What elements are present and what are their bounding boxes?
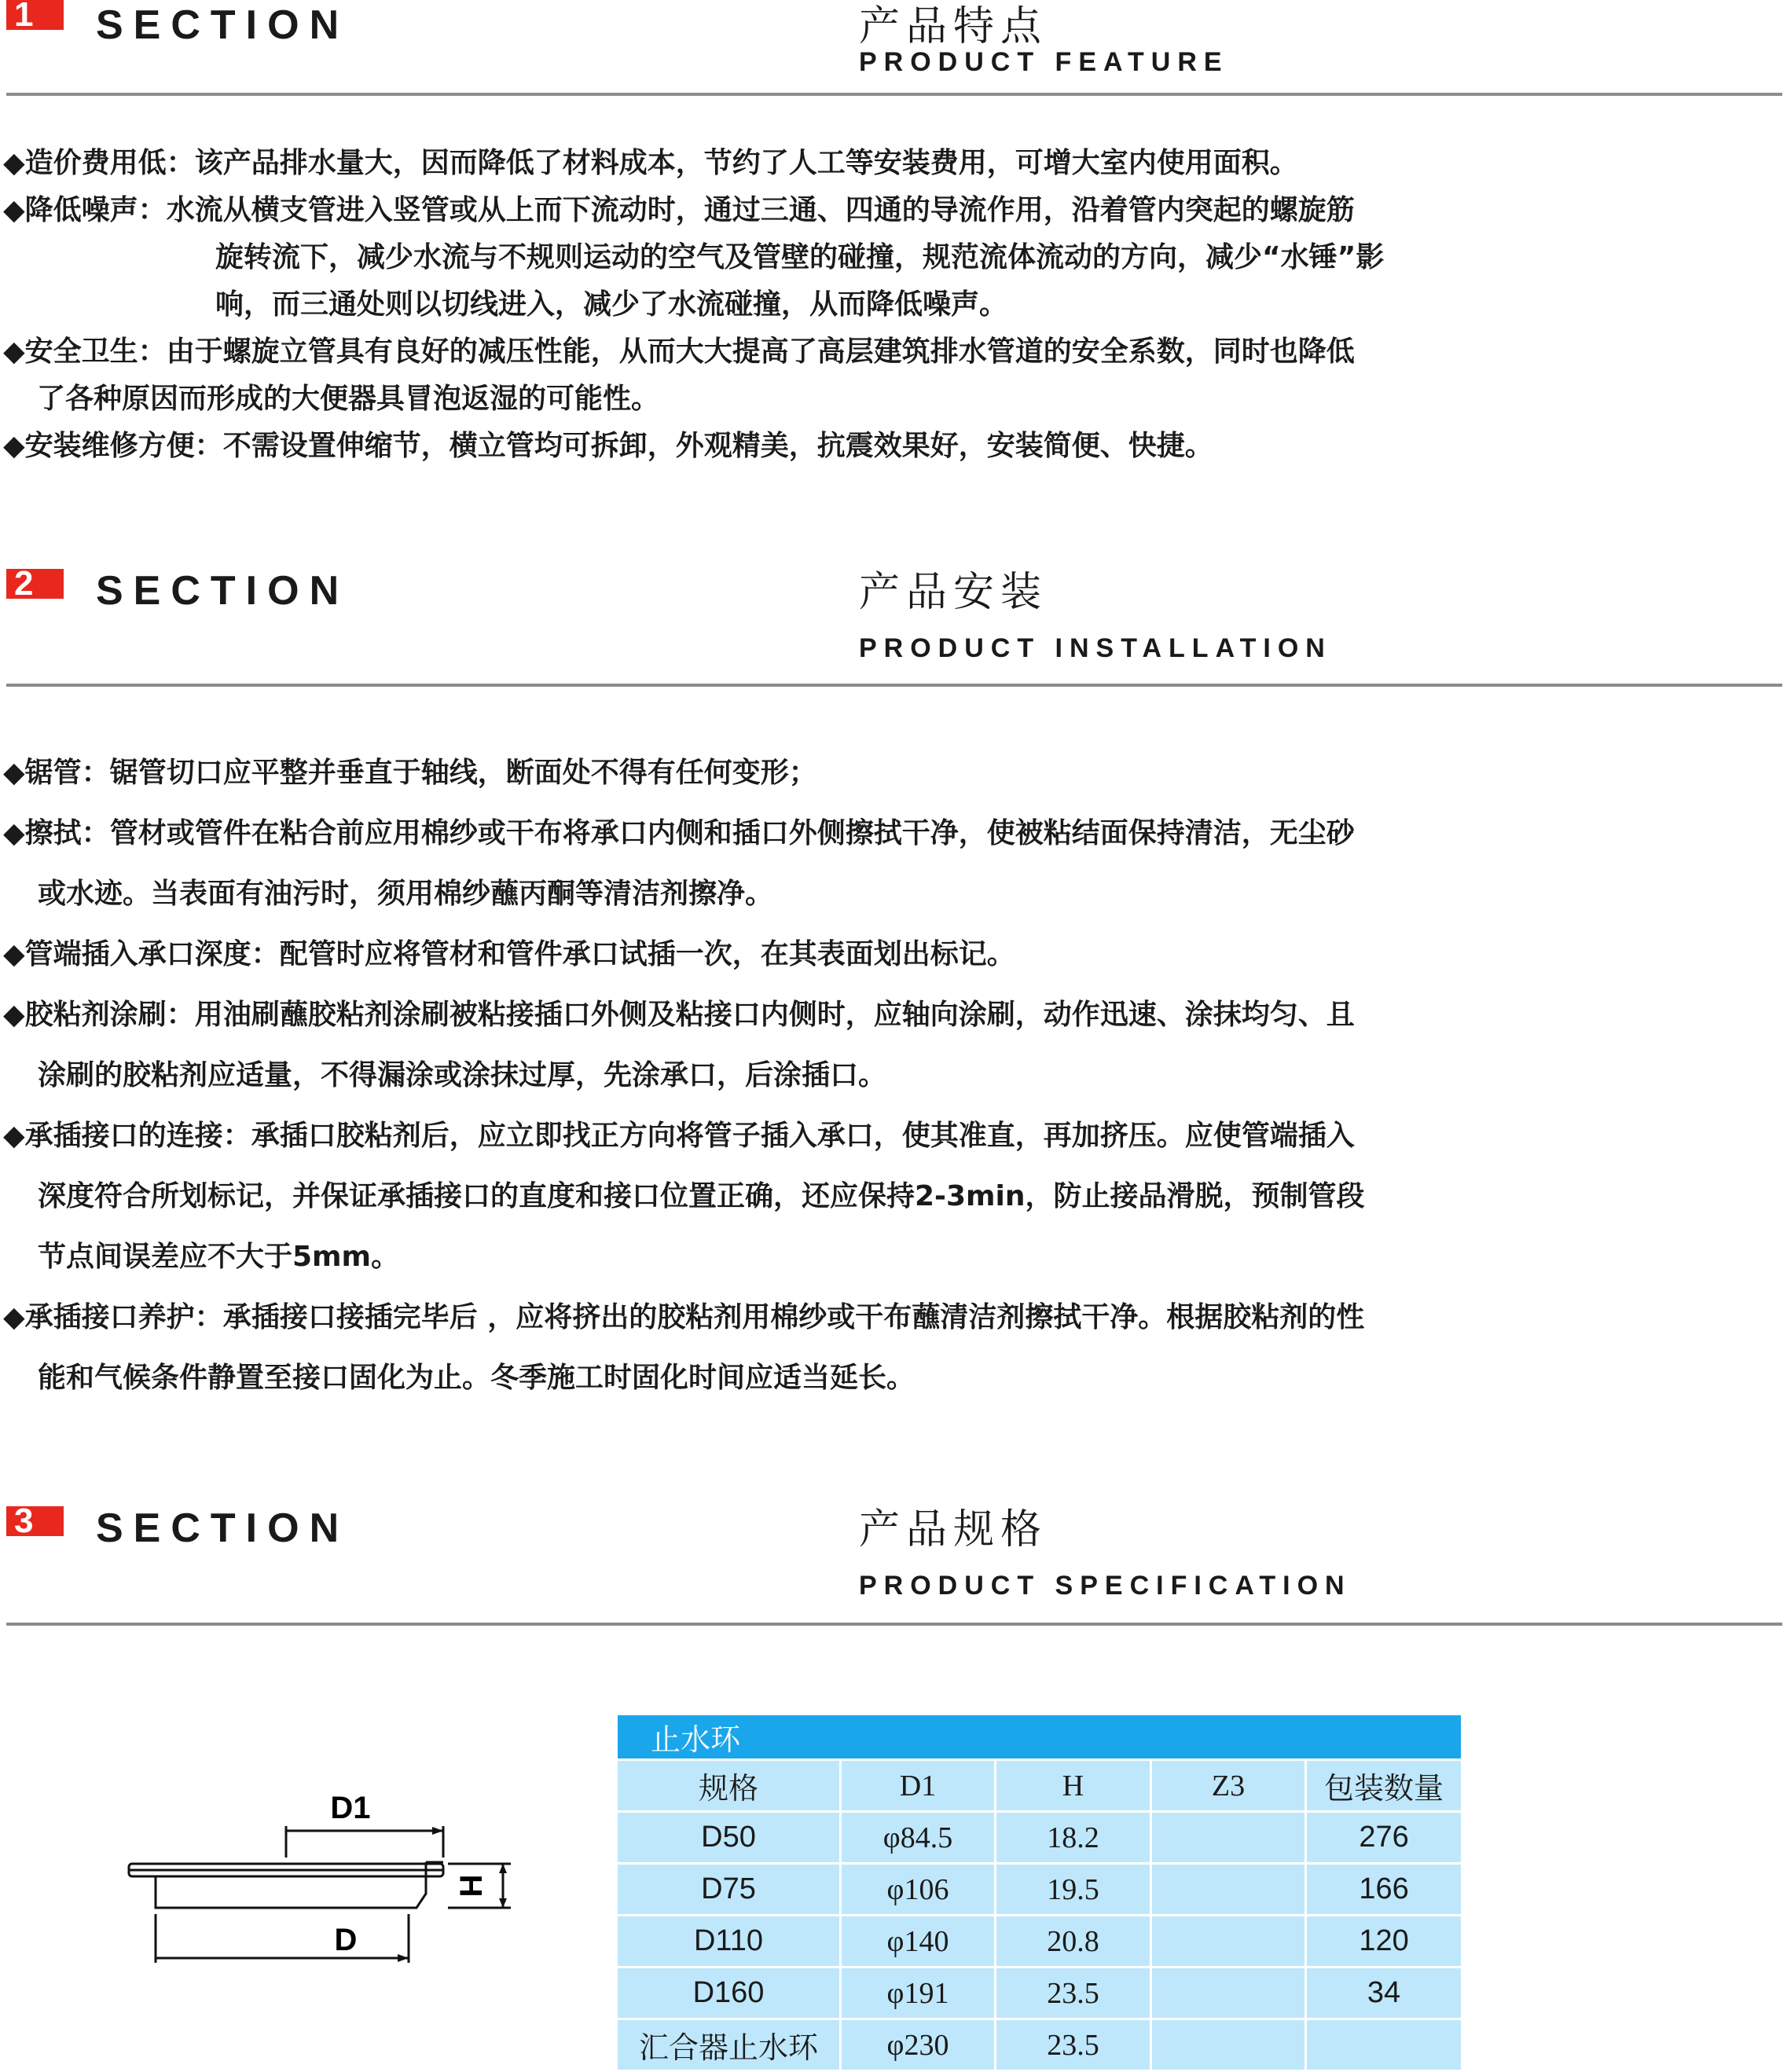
item-heading: ◆承插接口养护： [3,1301,223,1333]
table-cell: φ140 [841,1916,996,1967]
section-label: SECTION [96,2,350,48]
list-item [3,743,1781,803]
table-cell: D50 [617,1812,841,1864]
item-heading: ◆胶粘剂涂刷： [3,999,195,1031]
section-number-badge: 1 [6,0,64,30]
item-heading: ◆锯管： [3,757,110,789]
item-heading: ◆管端插入承口深度： [3,938,280,970]
table-cell: 23.5 [996,2019,1151,2071]
list-item [3,187,1781,328]
item-heading: ◆造价费用低： [3,147,195,179]
list-item [3,423,1781,470]
section-title-cn: 产品规格 [859,1506,1048,1553]
table-body [617,1812,1462,2071]
table-cell: 汇合器止水环 [617,2019,841,2071]
table-caption: 止水环 [617,1714,1462,1760]
item-text-continued: 节点间误差应不大于5mm。 [38,1241,400,1273]
list-item [3,924,1781,985]
item-text: 不需设置伸缩节，横立管均可拆卸，外观精美，抗震效果好，安装简便、快捷。 [222,430,1213,462]
item-text: 水流从横支管进入竖管或从上而下流动时，通过三通、四通的导流作用，沿着管内突起的螺旋筋 [166,194,1355,226]
table-cell: φ230 [841,2019,996,2071]
item-text: 锯管切口应平整并垂直于轴线，断面处不得有任何变形； [109,757,817,789]
table-cell: φ191 [841,1967,996,2019]
table-cell: 19.5 [996,1864,1151,1916]
item-heading: ◆擦拭： [3,817,110,849]
table-row [617,1967,1462,2019]
section-divider [6,684,1782,687]
item-heading: ◆降低噪声： [3,194,167,226]
section-title-en: PRODUCT INSTALLATION [859,633,1332,663]
item-text-continued: 或水迹。当表面有油污时，须用棉纱蘸丙酮等清洁剂擦净。 [38,878,774,910]
table-header-row [617,1760,1462,1812]
item-text: 承插接口接插完毕后 ，应将挤出的胶粘剂用棉纱或干布蘸清洁剂擦拭干净。根据胶粘剂的性 [222,1301,1365,1333]
section-title-cn: 产品特点 [859,3,1048,50]
item-text-continued: 了各种原因而形成的大便器具冒泡返湿的可能性。 [37,383,660,415]
column-header: 包装数量 [1306,1760,1462,1812]
item-text-continued: 涂刷的胶粘剂应适量，不得漏涂或涂抹过厚，先涂承口，后涂插口。 [38,1059,887,1091]
item-text: 配管时应将管材和管件承口试插一次，在其表面划出标记。 [279,938,1015,970]
section-divider [6,1623,1782,1626]
section-title-en: PRODUCT FEATURE [859,47,1229,77]
table-row [617,1812,1462,1864]
water-stop-ring-diagram [118,1776,542,1988]
section-title-cn: 产品安装 [859,569,1048,616]
table-cell: 34 [1306,1967,1462,2019]
item-text-continued: 能和气候条件静置至接口固化为止。冬季施工时固化时间应适当延长。 [38,1362,916,1394]
table-cell [1151,1864,1306,1916]
item-text-continued: 深度符合所划标记，并保证承插接口的直度和接口位置正确，还应保持2-3min，防止接品滑脱，预制管段 [38,1180,1365,1212]
section-title-en: PRODUCT SPECIFICATION [859,1571,1352,1601]
table-cell: φ106 [841,1864,996,1916]
section-label: SECTION [96,568,350,614]
list-item [3,985,1781,1106]
table-cell: 166 [1306,1864,1462,1916]
item-heading: ◆承插接口的连接： [3,1120,251,1152]
item-text: 管材或管件在粘合前应用棉纱或干布将承口内侧和插口外侧擦拭干净，使被粘结面保持清洁，无尘砂 [109,817,1355,849]
dimension-label-d1: D1 [330,1791,371,1825]
table-cell [1151,1916,1306,1967]
column-header: H [996,1760,1151,1812]
item-text: 该产品排水量大，因而降低了材料成本，节约了人工等安装费用，可增大室内使用面积。 [194,147,1298,179]
item-text: 用油刷蘸胶粘剂涂刷被粘接插口外侧及粘接口内侧时，应轴向涂刷，动作迅速、涂抹均匀、且 [194,999,1355,1031]
section-divider [6,93,1782,96]
item-text: 由于螺旋立管具有良好的减压性能，从而大大提高了高层建筑排水管道的安全系数，同时也降低 [166,336,1355,368]
column-header: Z3 [1151,1760,1306,1812]
section-number-badge: 3 [6,1506,64,1536]
table-cell: 20.8 [996,1916,1151,1967]
table-cell: 23.5 [996,1967,1151,2019]
list-item [3,1287,1781,1408]
table-cell: 276 [1306,1812,1462,1864]
list-item [3,803,1781,924]
table-cell: 120 [1306,1916,1462,1967]
table-cell [1151,1812,1306,1864]
item-text: 承插口胶粘剂后，应立即找正方向将管子插入承口，使其准直，再加挤压。应使管端插入 [251,1120,1355,1152]
item-text-continued: 响，而三通处则以切线进入，减少了水流碰撞，从而降低噪声。 [215,288,1008,321]
dimension-label-d: D [334,1923,358,1957]
item-heading: ◆安全卫生： [3,336,167,368]
table-cell: D110 [617,1916,841,1967]
list-item [3,1106,1781,1287]
column-header: D1 [841,1760,996,1812]
item-heading: ◆安装维修方便： [3,430,223,462]
table-cell: 18.2 [996,1812,1151,1864]
spec-table [615,1713,1463,2072]
table-cell: D160 [617,1967,841,2019]
dimension-label-h: H [453,1874,488,1898]
section-number-badge: 2 [6,569,64,599]
table-cell: φ84.5 [841,1812,996,1864]
section-label: SECTION [96,1505,350,1551]
table-row [617,1916,1462,1967]
table-row [617,1864,1462,1916]
item-text-continued: 旋转流下，减少水流与不规则运动的空气及管壁的碰撞，规范流体流动的方向，减少“水锤”影 [215,241,1385,273]
table-cell [1151,1967,1306,2019]
list-item [3,140,1781,187]
table-cell: D75 [617,1864,841,1916]
list-item [3,328,1781,423]
column-header: 规格 [617,1760,841,1812]
